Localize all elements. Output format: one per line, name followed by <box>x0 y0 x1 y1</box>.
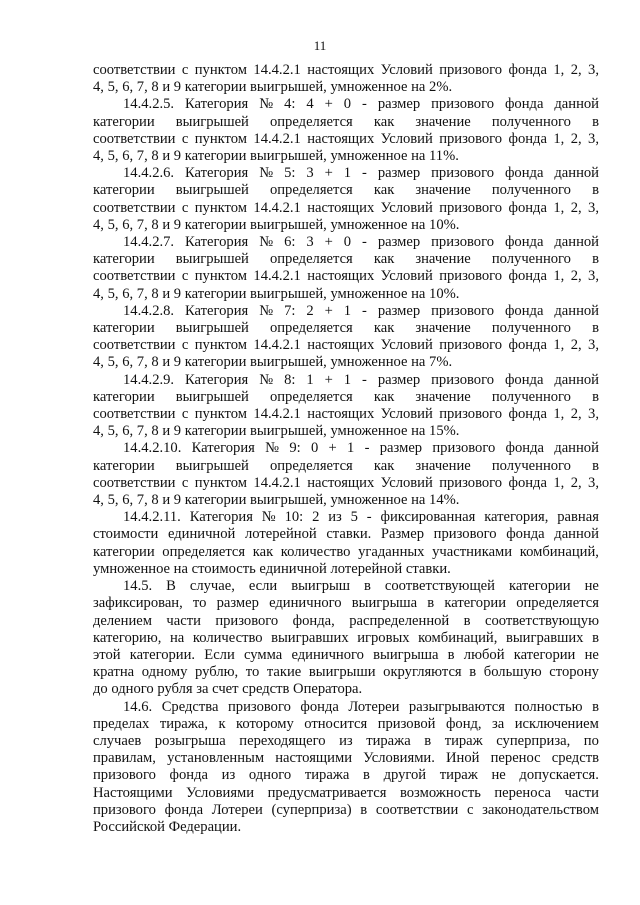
text-line: Настоящими Условиями предусматривается возможность переноса части <box>93 784 599 801</box>
text-line: 4, 5, 6, 7, 8 и 9 категории выигрышей, умноженное на 10%. <box>93 285 460 302</box>
text-line: 4, 5, 6, 7, 8 и 9 категории выигрышей, умноженное на 2%. <box>93 79 453 96</box>
text-line: категории определяется как количество угаданных участниками комбинаций, <box>93 543 599 560</box>
paragraph <box>93 509 599 578</box>
text-line: правилам, установленным настоящими Условиями. Иной перенос средств <box>93 750 599 767</box>
text-line: умноженное на стоимость единичной лотерейной ставки. <box>93 560 451 577</box>
text-line: соответствии с пунктом 14.4.2.1 настоящих Условий призового фонда 1, 2, 3, <box>93 337 599 354</box>
text-line: случаев розыгрыша переходящего из тиража в тираж суперприза, по <box>93 732 599 749</box>
text-line: категорию, на количество выигравших игровых комбинаций, выигравших в <box>93 629 599 646</box>
text-line: категории выигрышей определяется как значение полученного в <box>93 320 599 337</box>
text-line: 4, 5, 6, 7, 8 и 9 категории выигрышей, умноженное на 14%. <box>93 492 460 509</box>
text-line: соответствии с пунктом 14.4.2.1 настоящих Условий призового фонда 1, 2, 3, <box>93 406 599 423</box>
paragraph <box>93 62 599 96</box>
text-line: призового фонда Лотереи (суперприза) в соответствии с законодательством <box>93 801 599 818</box>
text-line: 4, 5, 6, 7, 8 и 9 категории выигрышей, умноженное на 15%. <box>93 423 460 440</box>
paragraph <box>93 96 599 165</box>
text-line: 14.4.2.5. Категория № 4: 4 + 0 - размер призового фонда данной <box>123 96 599 113</box>
text-line: кратна одному рублю, то такие выигрыши округляются в большую сторону <box>93 664 599 681</box>
text-line: призового фонда из одного тиража в другой тираж не допускается. <box>93 767 599 784</box>
text-line: стоимости единичной лотерейной ставки. Размер призового фонда данной <box>93 526 599 543</box>
paragraph <box>93 699 599 837</box>
text-line: зафиксирован, то размер единичного выигрыша в категории определяется <box>93 595 599 612</box>
text-line: соответствии с пунктом 14.4.2.1 настоящих Условий призового фонда 1, 2, 3, <box>93 268 599 285</box>
text-line: Российской Федерации. <box>93 818 242 835</box>
text-line: 4, 5, 6, 7, 8 и 9 категории выигрышей, умноженное на 7%. <box>93 354 453 371</box>
text-line: этой категории. Если сумма единичного выигрыша в любой категории не <box>93 646 599 663</box>
text-line: категории выигрышей определяется как значение полученного в <box>93 388 599 405</box>
paragraph <box>93 440 599 509</box>
text-line: делением части призового фонда, распределенной в соответствующую <box>93 612 599 629</box>
paragraph <box>93 372 599 441</box>
text-line: 14.4.2.6. Категория № 5: 3 + 1 - размер призового фонда данной <box>123 165 599 182</box>
page-number: 11 <box>313 38 327 53</box>
text-line: 14.5. В случае, если выигрыш в соответствующей категории не <box>123 578 599 595</box>
text-line: до одного рубля за счет средств Оператора. <box>93 681 363 698</box>
text-line: 14.6. Средства призового фонда Лотереи разыгрываются полностью в <box>123 698 599 715</box>
text-line: 14.4.2.7. Категория № 6: 3 + 0 - размер призового фонда данной <box>123 234 599 251</box>
text-line: категории выигрышей определяется как значение полученного в <box>93 251 599 268</box>
text-line: 4, 5, 6, 7, 8 и 9 категории выигрышей, умноженное на 11%. <box>93 148 459 165</box>
document-body <box>93 62 599 836</box>
text-line: категории выигрышей определяется как значение полученного в <box>93 182 599 199</box>
paragraph <box>93 578 599 698</box>
text-line: категории выигрышей определяется как значение полученного в <box>93 457 599 474</box>
paragraph <box>93 234 599 303</box>
text-line: соответствии с пунктом 14.4.2.1 настоящих Условий призового фонда 1, 2, 3, <box>93 474 599 491</box>
text-line: 14.4.2.9. Категория № 8: 1 + 1 - размер призового фонда данной <box>123 371 599 388</box>
text-line: соответствии с пунктом 14.4.2.1 настоящих Условий призового фонда 1, 2, 3, <box>93 62 599 78</box>
text-line: 4, 5, 6, 7, 8 и 9 категории выигрышей, умноженное на 10%. <box>93 216 460 233</box>
text-line: соответствии с пунктом 14.4.2.1 настоящих Условий призового фонда 1, 2, 3, <box>93 199 599 216</box>
paragraph <box>93 165 599 234</box>
text-line: пределах тиража, к которому относится призовой фонд, за исключением <box>93 715 599 732</box>
text-line: категории выигрышей определяется как значение полученного в <box>93 113 599 130</box>
text-line: соответствии с пунктом 14.4.2.1 настоящих Условий призового фонда 1, 2, 3, <box>93 130 599 147</box>
paragraph <box>93 303 599 372</box>
text-line: 14.4.2.8. Категория № 7: 2 + 1 - размер призового фонда данной <box>123 302 599 319</box>
text-line: 14.4.2.10. Категория № 9: 0 + 1 - размер призового фонда данной <box>123 440 599 457</box>
text-line: 14.4.2.11. Категория № 10: 2 из 5 - фиксированная категория, равная <box>123 509 599 526</box>
